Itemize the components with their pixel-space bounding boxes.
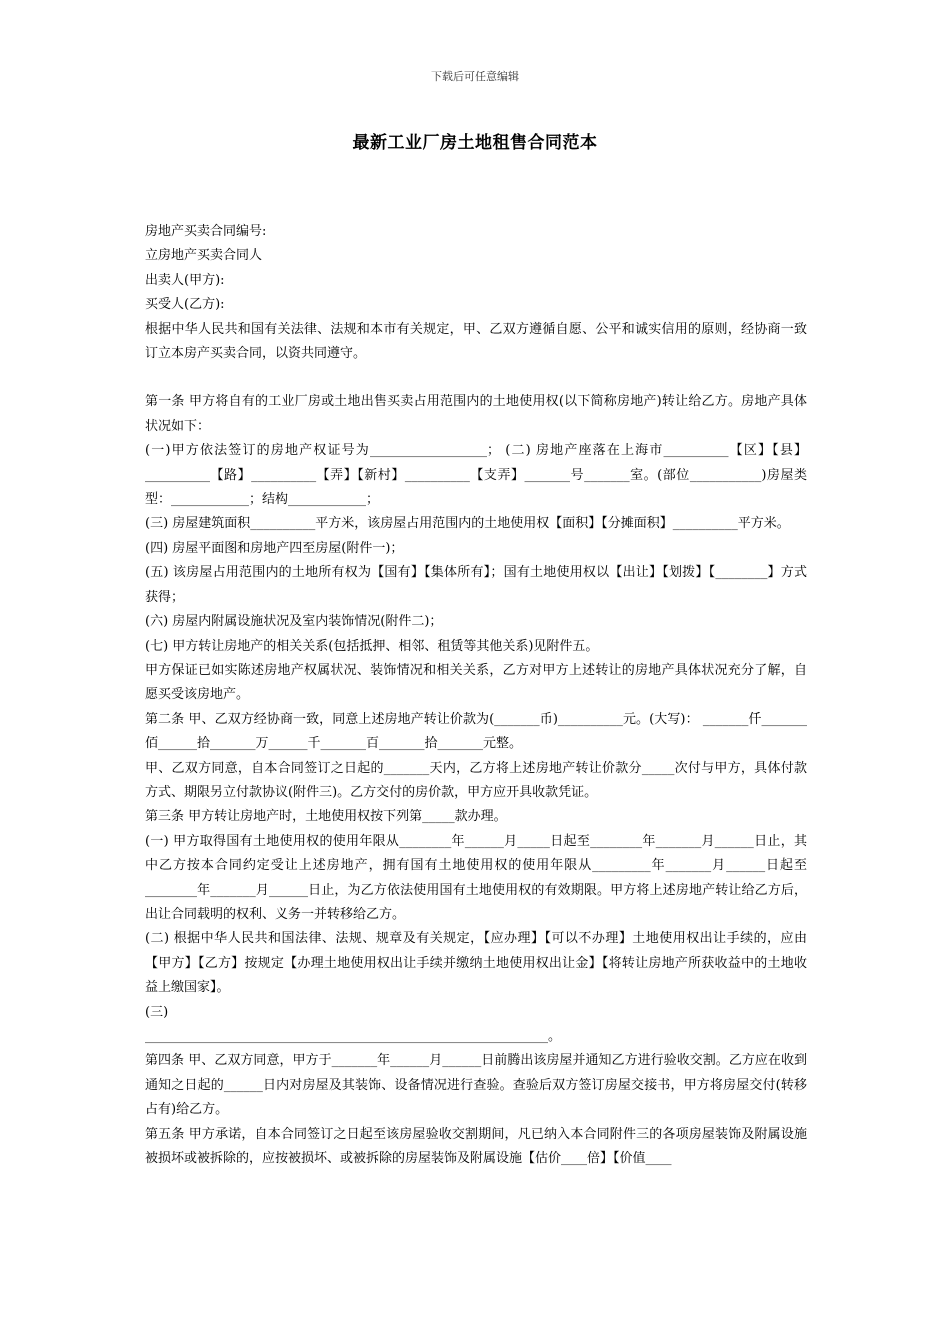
contract-body xyxy=(145,220,807,1171)
blank-line xyxy=(145,366,807,390)
seller-guarantee-paragraph: 甲方保证已如实陈述房地产权属状况、装饰情况和相关关系，乙方对甲方上述转让的房地产具体状况充分了解，自愿买受该房地产。 xyxy=(145,662,807,703)
article-3-paragraph: 第三条 甲方转让房地产时，土地使用权按下列第_____款办理。 xyxy=(145,809,507,825)
preamble-paragraph: 根据中华人民共和国有关法律、法规和本市有关规定，甲、乙双方遵循自愿、公平和诚实信用的原则，经协商一致订立本房产买卖合同，以资共同遵守。 xyxy=(145,321,807,362)
article-1-item-6: (六) 房屋内附属设施状况及室内装饰情况(附件二)； xyxy=(145,614,443,630)
article-1-paragraph: 第一条 甲方将自有的工业厂房或土地出售买卖占用范围内的土地使用权(以下简称房地产)转让给乙方。房地产具体状况如下： xyxy=(145,394,807,434)
article-1-item-5: (五) 该房屋占用范围内的土地所有权为【国有】【集体所有】；国有土地使用权以【出让】【划拨】【________】方式获得； xyxy=(145,565,807,605)
article-2-paragraph: 第二条 甲、乙双方经协商一致，同意上述房地产转让价款为(_______币)__________元。(大写)： _______仟_______佰______拾_______万______千_______百_______拾_______元整。 xyxy=(145,711,807,752)
article-3-item-3-blank: ______________________________________________________________。 xyxy=(145,1029,561,1044)
contract-number-line: 房地产买卖合同编号: xyxy=(145,224,267,239)
article-3-item-3: (三) xyxy=(145,1004,169,1020)
article-1-item-4: (四) 房屋平面图和房地产四至房屋(附件一)； xyxy=(145,540,404,556)
contract-parties-line: 立房地产买卖合同人 xyxy=(145,248,263,264)
seller-line: 出卖人(甲方): xyxy=(145,272,225,288)
article-3-item-1: (一) 甲方取得国有土地使用权的使用年限从________年______月_____日起至________年_______月______日止，其中乙方按本合同约定受让上述房地产，拥有国有土地使用权的使用年限从_________年_______月______日起至________年_______月______日止，为乙方依法使用国有土地使用权的有效期限。甲方将上述房地产转让给乙方后，出让合同载明的权利、义务一并转移给乙方。 xyxy=(145,833,807,922)
article-4-paragraph: 第四条 甲、乙双方同意，甲方于_______年______月______日前腾出该房屋并通知乙方进行验收交割。乙方应在收到通知之日起的______日内对房屋及其装饰、设备情况进行查验。查验后双方签订房屋交接书，甲方将房屋交付(转移占有)给乙方。 xyxy=(145,1053,807,1118)
payment-terms-paragraph: 甲、乙双方同意，自本合同签订之日起的_______天内，乙方将上述房地产转让价款分_____次付与甲方，具体付款方式、期限另立付款协议(附件三)。乙方交付的房价款，甲方应开具收款凭证。 xyxy=(145,760,807,800)
article-5-paragraph: 第五条 甲方承诺，自本合同签订之日起至该房屋验收交割期间，凡已纳入本合同附件三的各项房屋装饰及附属设施被损坏或被拆除的，应按被损坏、或被拆除的房屋装饰及附属设施【估价____倍】【价值____ xyxy=(145,1126,807,1167)
article-1-item-1-2: (一)甲方依法签订的房地产权证号为__________________； (二) 房地产座落在上海市__________【区】【县】__________【路】__________【弄】【新村】__________【支弄】_______号_______室。(部位___________)房屋类型：____________；结构____________； xyxy=(145,443,807,508)
article-3-item-2: (二) 根据中华人民共和国法律、法规、规章及有关规定，【应办理】【可以不办理】土地使用权出让手续的，应由【甲方】【乙方】按规定【办理土地使用权出让手续并缴纳土地使用权出让金】【将转让房地产所获收益中的土地收益上缴国家】。 xyxy=(145,931,807,996)
header-note: 下载后可任意编辑 xyxy=(431,70,519,83)
document-title: 最新工业厂房土地租售合同范本 xyxy=(352,133,598,153)
article-1-item-3: (三) 房屋建筑面积__________平方米，该房屋占用范围内的土地使用权【面积】【分摊面积】__________平方米。 xyxy=(145,516,790,532)
buyer-line: 买受人(乙方): xyxy=(145,297,225,313)
article-1-item-7: (七) 甲方转让房地产的相关关系(包括抵押、相邻、租赁等其他关系)见附件五。 xyxy=(145,638,599,654)
